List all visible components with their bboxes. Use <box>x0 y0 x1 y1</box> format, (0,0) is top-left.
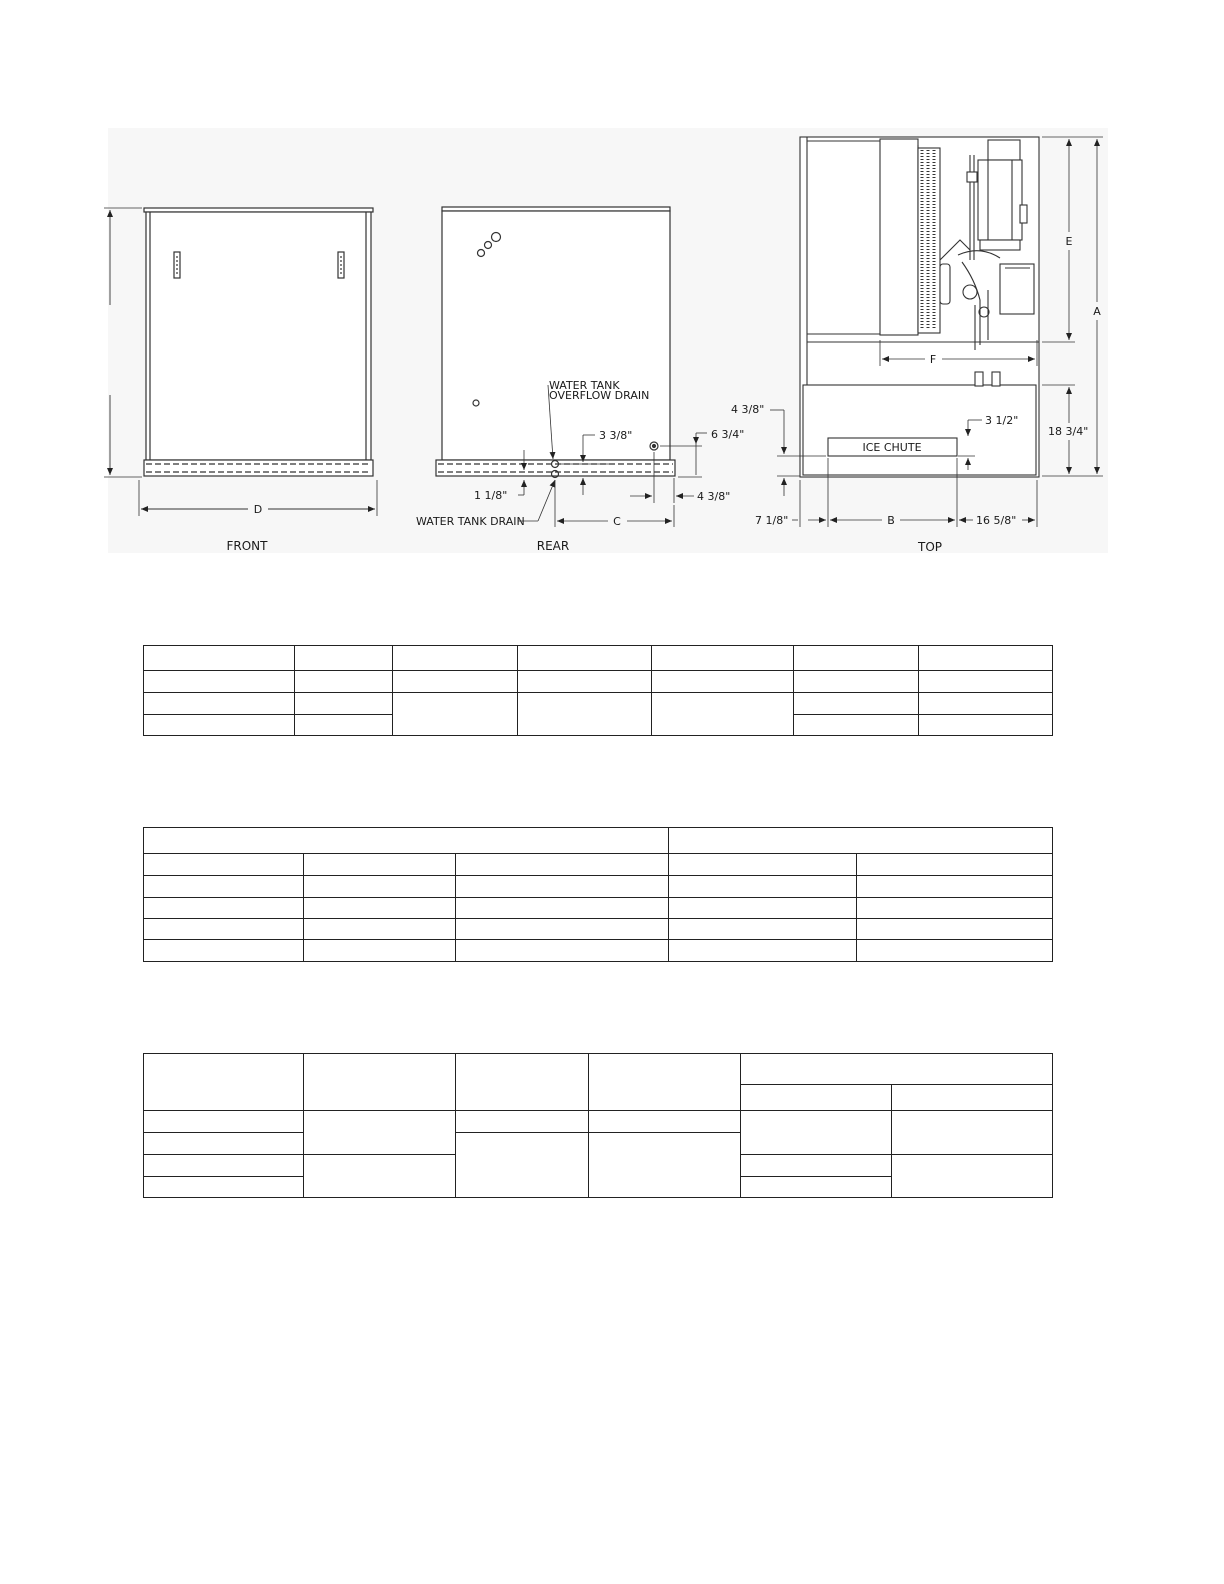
table-cell <box>589 1054 741 1111</box>
table-cell <box>669 940 857 962</box>
table-cell <box>144 828 669 854</box>
table-cell <box>741 1085 892 1111</box>
ice-chute-label: ICE CHUTE <box>862 441 922 454</box>
table-cell <box>304 1111 456 1155</box>
table-cell <box>919 671 1053 693</box>
rear-dim-3-3-8: 3 3/8" <box>599 429 633 442</box>
table-cell <box>669 919 857 940</box>
table-row <box>144 940 1053 962</box>
table-cell <box>794 715 919 736</box>
table-cell <box>456 898 669 919</box>
table-cell <box>144 646 295 671</box>
tank-drain-label: WATER TANK DRAIN <box>416 515 525 528</box>
table-cell <box>144 1054 304 1111</box>
table-cell <box>652 671 794 693</box>
table-cell <box>144 1155 304 1177</box>
table-cell <box>456 1054 589 1111</box>
table-cell <box>295 671 393 693</box>
table-cell <box>304 1155 456 1198</box>
table-cell <box>144 1177 304 1198</box>
top-view-label: TOP <box>917 540 943 554</box>
table-cell <box>304 876 456 898</box>
table-cell <box>393 671 518 693</box>
specifications-table <box>143 827 1053 962</box>
table-cell <box>393 646 518 671</box>
table-cell <box>741 1111 892 1155</box>
table-cell <box>456 940 669 962</box>
rear-dim-6-3-4: 6 3/4" <box>711 428 745 441</box>
table-cell <box>669 828 1053 854</box>
table-cell <box>669 898 857 919</box>
rear-dim-4-3-8: 4 3/8" <box>697 490 731 503</box>
table-row <box>144 876 1053 898</box>
dimension-drawing <box>0 0 1224 580</box>
table-cell <box>589 1111 741 1133</box>
table-cell <box>741 1177 892 1198</box>
table-cell <box>892 1155 1053 1198</box>
dim-c-label: C <box>613 515 621 528</box>
dim-d-label: D <box>253 503 263 516</box>
dim-a-label: A <box>1093 305 1101 318</box>
table-cell <box>144 671 295 693</box>
table-cell <box>669 854 857 876</box>
table-cell <box>857 940 1053 962</box>
table-cell <box>304 1054 456 1111</box>
table-cell <box>295 715 393 736</box>
dim-b-label: B <box>887 514 895 527</box>
table-cell <box>456 1111 589 1133</box>
top-dim-18-3-4: 18 3/4" <box>1048 425 1089 438</box>
rear-view-label: REAR <box>536 539 570 553</box>
top-dim-3-1-2: 3 1/2" <box>985 414 1019 427</box>
electrical-table <box>143 1053 1053 1198</box>
dim-f-label: F <box>929 353 937 366</box>
table-cell <box>144 898 304 919</box>
table-cell <box>857 898 1053 919</box>
table-cell <box>456 876 669 898</box>
table-cell <box>144 876 304 898</box>
table-cell <box>892 1111 1053 1155</box>
table-cell <box>393 693 518 736</box>
table-cell <box>652 693 794 736</box>
table-cell <box>741 1155 892 1177</box>
table-cell <box>919 693 1053 715</box>
table-row <box>144 854 1053 876</box>
table-cell <box>518 646 652 671</box>
table-row <box>144 646 1053 671</box>
table-cell <box>857 919 1053 940</box>
table-cell <box>794 646 919 671</box>
table-cell <box>304 940 456 962</box>
table-cell <box>892 1085 1053 1111</box>
table-cell <box>304 919 456 940</box>
table-cell <box>304 898 456 919</box>
front-view-label: FRONT <box>226 539 268 553</box>
table-cell <box>144 715 295 736</box>
table-cell <box>652 646 794 671</box>
table-cell <box>456 854 669 876</box>
table-cell <box>857 854 1053 876</box>
table-cell <box>669 876 857 898</box>
table-row <box>144 1054 1053 1085</box>
rear-dim-1-1-8: 1 1/8" <box>474 489 508 502</box>
top-dim-16-5-8: 16 5/8" <box>976 514 1017 527</box>
table-row <box>144 828 1053 854</box>
table-cell <box>456 1133 589 1198</box>
table-row <box>144 671 1053 693</box>
table-cell <box>144 919 304 940</box>
top-dim-7-1-8: 7 1/8" <box>755 514 789 527</box>
overflow-drain-label-2: OVERFLOW DRAIN <box>549 389 650 402</box>
table-cell <box>304 854 456 876</box>
table-cell <box>295 646 393 671</box>
table-cell <box>589 1133 741 1198</box>
table-cell <box>144 940 304 962</box>
table-row <box>144 919 1053 940</box>
dimensions-table <box>143 645 1053 736</box>
table-cell <box>456 919 669 940</box>
table-cell <box>741 1054 1053 1085</box>
table-row <box>144 898 1053 919</box>
table-row <box>144 1111 1053 1133</box>
table-cell <box>794 671 919 693</box>
overflow-drain-label-1: WATER TANK <box>549 379 620 392</box>
table-cell <box>794 693 919 715</box>
table-cell <box>144 854 304 876</box>
table-cell <box>144 693 295 715</box>
table-cell <box>144 1133 304 1155</box>
table-cell <box>144 1111 304 1133</box>
table-cell <box>518 693 652 736</box>
table-cell <box>518 671 652 693</box>
table-cell <box>919 715 1053 736</box>
table-cell <box>857 876 1053 898</box>
dim-e-label: E <box>1065 235 1073 248</box>
table-cell <box>919 646 1053 671</box>
table-cell <box>295 693 393 715</box>
top-dim-4-3-8: 4 3/8" <box>731 403 765 416</box>
table-row <box>144 693 1053 715</box>
